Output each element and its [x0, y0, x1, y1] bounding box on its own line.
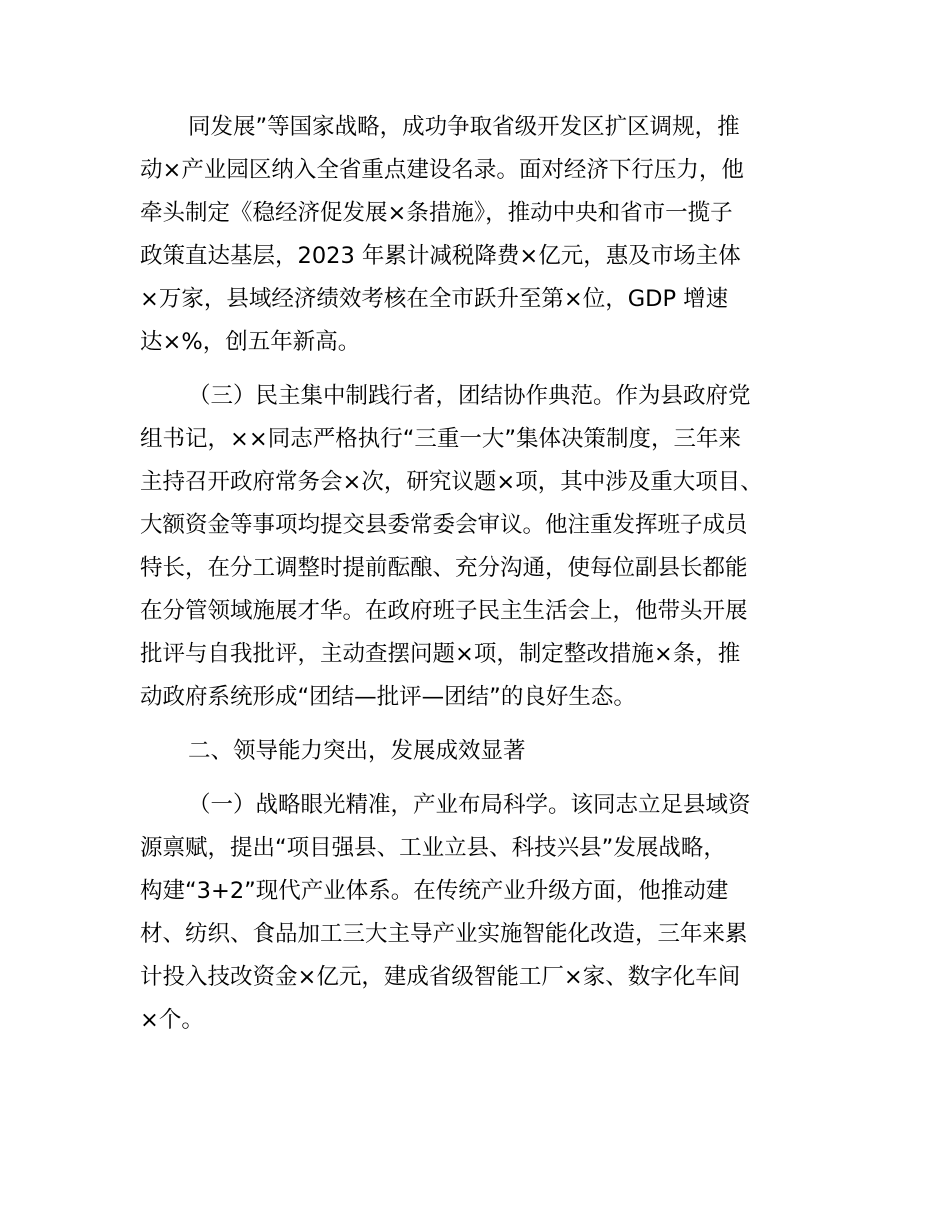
text-line: 在分管领域施展才华。在政府班子民主生活会上，他带头开展: [140, 598, 748, 624]
text-line: 计投入技改资金×亿元，建成省级智能工厂×家、数字化车间: [140, 964, 741, 990]
text-line: 批评与自我批评，主动查摆问题×项，制定整改措施×条，推: [140, 641, 741, 667]
text-line: 达×%，创五年新高。: [140, 329, 361, 355]
text-line: 材、纺织、食品加工三大主导产业实施智能化改造，三年来累: [140, 921, 748, 947]
text-line: 动×产业园区纳入全省重点建设名录。面对经济下行压力，他: [140, 157, 744, 183]
text-line: 构建“3+2”现代产业体系。在传统产业升级方面，他推动建: [140, 878, 729, 904]
text-line: 同发展”等国家战略，成功争取省级开发区扩区调规，推: [188, 114, 740, 140]
chapter-heading: 二、领导能力突出，发展成效显著: [188, 738, 526, 764]
text-line: ×个。: [140, 1007, 204, 1033]
text-line: 牵头制定《稳经济促发展×条措施》，推动中央和省市一揽子: [140, 200, 733, 226]
section-heading: （一）战略眼光精准，产业布局科学。该同志立足县域资: [188, 792, 751, 818]
text-line: 动政府系统形成“团结—批评—团结”的良好生态。: [140, 684, 636, 710]
text-line: 主持召开政府常务会×次，研究议题×项，其中涉及重大项目、: [140, 469, 763, 495]
text-line: 组书记，××同志严格执行“三重一大”集体决策制度，三年来: [140, 426, 742, 452]
text-line: 政策直达基层，2023 年累计减税降费×亿元，惠及市场主体: [140, 243, 741, 269]
section-heading: （三）民主集中制践行者，团结协作典范。作为县政府党: [188, 383, 751, 409]
text-line: 源禀赋，提出“项目强县、工业立县、科技兴县”发展战略，: [140, 835, 726, 861]
text-line: 大额资金等事项均提交县委常委会审议。他注重发挥班子成员: [140, 512, 748, 538]
text-line: 特长，在分工调整时提前酝酿、充分沟通，使每位副县长都能: [140, 555, 748, 581]
text-line: ×万家，县域经济绩效考核在全市跃升至第×位，GDP 增速: [140, 286, 729, 312]
